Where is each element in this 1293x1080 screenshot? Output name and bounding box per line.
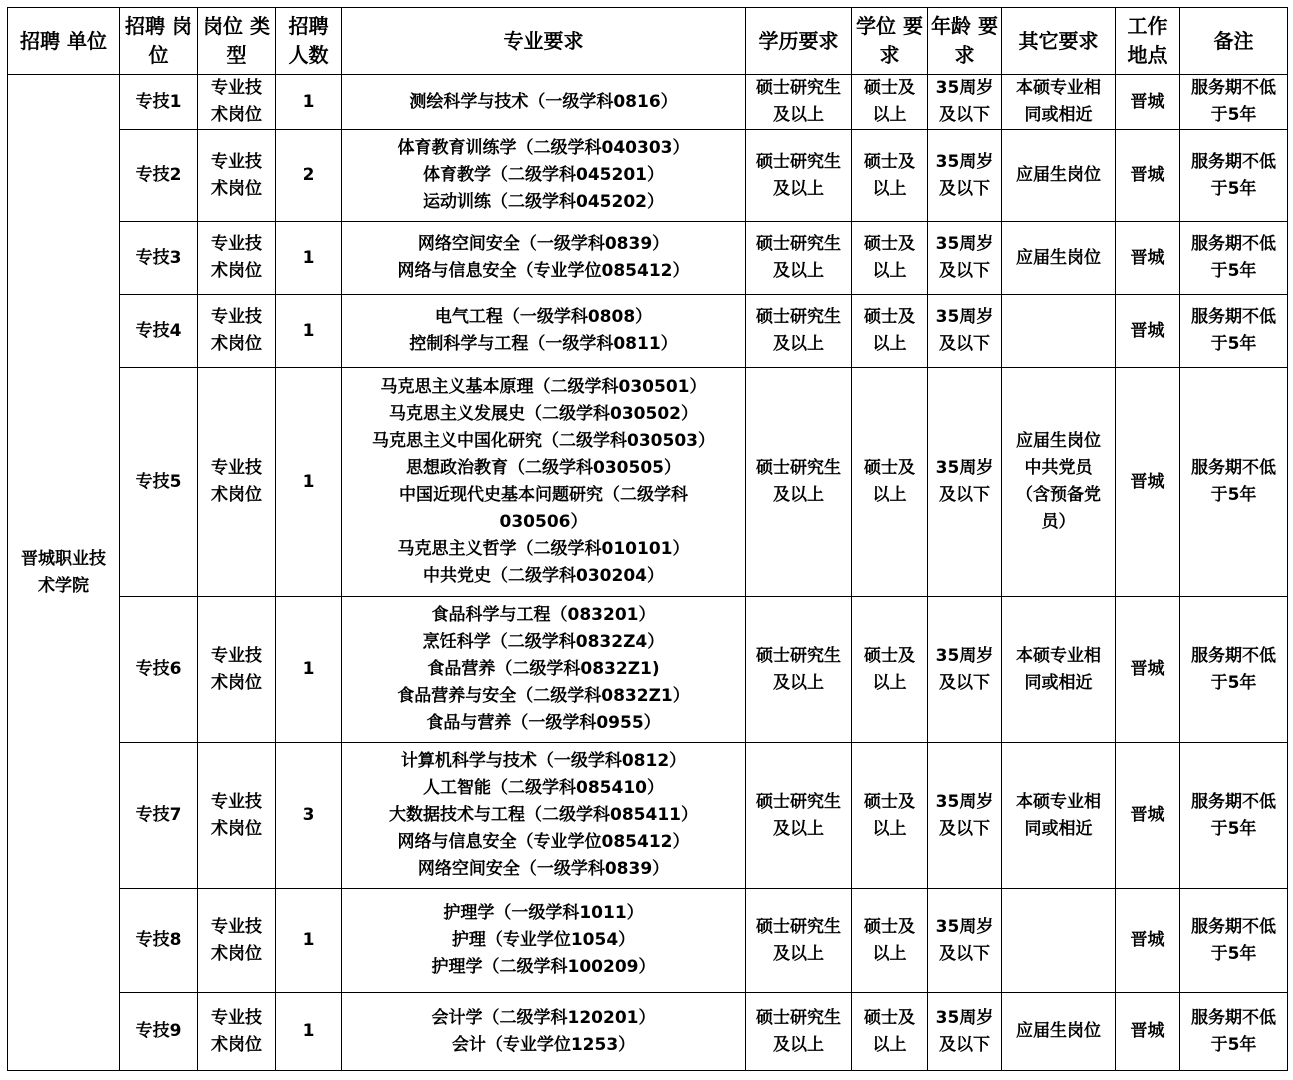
education-cell-line: 及以上 [773,105,824,125]
degree-cell-line: 以上 [872,334,907,354]
other-cell-line: 中共党员 [1024,458,1093,478]
degree-cell-line: 以上 [872,261,907,281]
type-cell-line: 专业技 [211,645,262,666]
header-row [8,8,1288,75]
remark-cell-line: 服务期不低 [1191,916,1276,937]
major-cell-line: 会计（专业学位1253） [451,1034,636,1055]
type-cell-line: 术岗位 [211,334,262,354]
post-cell: 专技4 [120,295,198,368]
age-cell-line: 及以下 [939,334,990,354]
remark-cell-line: 服务期不低 [1191,791,1276,812]
major-cell-line: 食品科学与工程（083201） [431,605,656,625]
type-cell [198,75,276,130]
age-cell-line: 35周岁 [935,1007,994,1028]
remark-cell [1180,130,1288,222]
age-cell-line: 35周岁 [935,151,994,172]
table-row [8,295,1288,368]
post-cell: 专技5 [120,368,198,597]
type-cell-line: 术岗位 [211,1034,262,1055]
type-cell [198,743,276,889]
count-cell: 3 [276,743,342,889]
other-cell [1002,993,1116,1071]
degree-cell-line: 硕士及 [864,916,915,937]
other-cell-line: 应届生岗位 [1016,165,1101,185]
type-cell-line: 专业技 [211,307,262,327]
degree-cell-line: 硕士及 [864,1007,915,1028]
other-cell [1002,130,1116,222]
major-cell-line: 网络空间安全（一级学科0839） [417,234,670,254]
education-cell [746,75,852,130]
remark-cell-line: 服务期不低 [1191,151,1276,172]
major-cell-line: 马克思主义中国化研究（二级学科030503） [372,431,715,451]
location-cell: 晋城 [1116,889,1180,993]
age-cell-line: 及以下 [939,1034,990,1055]
age-cell-line: 及以下 [939,485,990,505]
type-cell [198,368,276,597]
other-cell-line: 应届生岗位 [1016,431,1101,451]
age-cell [928,75,1002,130]
location-cell: 晋城 [1116,368,1180,597]
remark-cell [1180,743,1288,889]
remark-cell [1180,222,1288,295]
degree-cell [852,597,928,743]
other-cell [1002,889,1116,993]
other-cell-line: 同或相近 [1024,672,1093,693]
header-count: 招聘 人数 [276,8,342,75]
education-cell-line: 及以上 [773,485,824,505]
major-cell-line: 运动训练（二级学科045202） [423,192,664,212]
other-cell-line: 应届生岗位 [1016,1021,1101,1041]
type-cell-line: 专业技 [211,78,262,98]
major-cell [342,75,746,130]
education-cell-line: 硕士研究生 [756,791,841,812]
header-education: 学历要求 [746,8,852,75]
major-cell-line: 马克思主义基本原理（二级学科030501） [380,377,707,397]
age-cell-line: 35周岁 [935,307,994,327]
degree-cell-line: 以上 [872,485,907,505]
education-cell [746,993,852,1071]
age-cell [928,130,1002,222]
age-cell-line: 35周岁 [935,234,994,254]
major-cell-line: 马克思主义发展史（二级学科030502） [389,404,698,424]
remark-cell [1180,295,1288,368]
degree-cell-line: 以上 [872,672,907,693]
degree-cell-line: 硕士及 [864,151,915,172]
education-cell-line: 及以上 [773,818,824,839]
major-cell [342,743,746,889]
type-cell-line: 术岗位 [211,672,262,693]
table-row [8,993,1288,1071]
remark-cell [1180,75,1288,130]
degree-cell [852,222,928,295]
other-cell-line: 同或相近 [1024,105,1093,125]
table-row [8,130,1288,222]
major-cell-line: 护理学（一级学科1011） [443,903,644,923]
remark-cell-line: 于5年 [1210,943,1257,964]
major-cell [342,368,746,597]
location-cell: 晋城 [1116,597,1180,743]
other-cell-line: 本硕专业相 [1016,78,1101,98]
header-degree: 学位 要求 [852,8,928,75]
age-cell [928,743,1002,889]
age-cell-line: 及以下 [939,105,990,125]
unit-cell [8,75,120,1071]
type-cell [198,597,276,743]
unit-cell-line: 术学院 [38,575,89,596]
remark-cell-line: 服务期不低 [1191,645,1276,666]
major-cell-line: 网络空间安全（一级学科0839） [417,859,670,879]
other-cell [1002,368,1116,597]
post-cell: 专技2 [120,130,198,222]
major-cell-line: 中共党史（二级学科030204） [423,566,664,586]
major-cell-line: 控制科学与工程（一级学科0811） [409,334,678,354]
count-cell: 1 [276,295,342,368]
table-row [8,75,1288,130]
age-cell-line: 及以下 [939,943,990,964]
major-cell-line: 护理（专业学位1054） [451,930,636,950]
age-cell [928,295,1002,368]
remark-cell-line: 于5年 [1210,334,1257,354]
remark-cell-line: 于5年 [1210,105,1257,125]
age-cell-line: 35周岁 [935,791,994,812]
education-cell-line: 硕士研究生 [756,645,841,666]
remark-cell-line: 服务期不低 [1191,307,1276,327]
degree-cell [852,130,928,222]
remark-cell [1180,889,1288,993]
age-cell [928,889,1002,993]
major-cell-line: 食品与营养（一级学科0955） [426,713,661,733]
table-row [8,743,1288,889]
type-cell-line: 专业技 [211,791,262,812]
type-cell-line: 术岗位 [211,485,262,505]
location-cell: 晋城 [1116,75,1180,130]
education-cell-line: 硕士研究生 [756,916,841,937]
major-cell-line: 网络与信息安全（专业学位085412） [397,832,690,852]
age-cell [928,222,1002,295]
degree-cell-line: 以上 [872,818,907,839]
count-cell: 2 [276,130,342,222]
type-cell-line: 专业技 [211,916,262,937]
education-cell-line: 硕士研究生 [756,151,841,172]
major-cell-line: 中国近现代史基本问题研究（二级学科 [399,485,688,505]
post-cell: 专技9 [120,993,198,1071]
type-cell-line: 术岗位 [211,943,262,964]
major-cell-line: 大数据技术与工程（二级学科085411） [389,805,698,825]
age-cell-line: 35周岁 [935,78,994,98]
degree-cell-line: 硕士及 [864,78,915,98]
header-remark: 备注 [1180,8,1288,75]
major-cell [342,295,746,368]
type-cell-line: 专业技 [211,151,262,172]
header-other: 其它要求 [1002,8,1116,75]
education-cell-line: 硕士研究生 [756,458,841,478]
unit-cell-line: 晋城职业技 [21,548,106,569]
degree-cell [852,75,928,130]
location-cell: 晋城 [1116,743,1180,889]
post-cell: 专技7 [120,743,198,889]
education-cell-line: 及以上 [773,672,824,693]
major-cell-line: 计算机科学与技术（一级学科0812） [400,751,687,771]
type-cell-line: 专业技 [211,458,262,478]
location-cell: 晋城 [1116,130,1180,222]
remark-cell-line: 服务期不低 [1191,234,1276,254]
remark-cell-line: 于5年 [1210,261,1257,281]
degree-cell [852,368,928,597]
remark-cell-line: 服务期不低 [1191,458,1276,478]
remark-cell [1180,597,1288,743]
count-cell: 1 [276,993,342,1071]
major-cell [342,130,746,222]
education-cell [746,222,852,295]
education-cell [746,597,852,743]
other-cell [1002,222,1116,295]
post-cell: 专技6 [120,597,198,743]
education-cell [746,743,852,889]
count-cell: 1 [276,597,342,743]
education-cell-line: 硕士研究生 [756,307,841,327]
count-cell: 1 [276,368,342,597]
age-cell-line: 及以下 [939,178,990,199]
location-cell: 晋城 [1116,993,1180,1071]
major-cell-line: 思想政治教育（二级学科030505） [406,458,681,478]
major-cell-line: 护理学（二级学科100209） [431,957,656,977]
major-cell [342,889,746,993]
remark-cell-line: 于5年 [1210,818,1257,839]
education-cell-line: 硕士研究生 [756,234,841,254]
header-unit: 招聘 单位 [8,8,120,75]
other-cell [1002,75,1116,130]
education-cell-line: 硕士研究生 [756,1007,841,1028]
major-cell-line: 马克思主义哲学（二级学科010101） [397,539,690,559]
degree-cell [852,743,928,889]
major-cell [342,597,746,743]
type-cell [198,889,276,993]
age-cell [928,993,1002,1071]
post-cell: 专技8 [120,889,198,993]
degree-cell [852,993,928,1071]
education-cell [746,130,852,222]
header-type: 岗位 类型 [198,8,276,75]
major-cell-line: 体育教学（二级学科045201） [423,165,664,185]
major-cell-line: 烹饪科学（二级学科0832Z4） [422,632,665,652]
type-cell-line: 术岗位 [211,105,262,125]
age-cell-line: 35周岁 [935,645,994,666]
table-row [8,368,1288,597]
table-row [8,222,1288,295]
major-cell-line: 体育教育训练学（二级学科040303） [397,138,690,158]
degree-cell-line: 以上 [872,105,907,125]
other-cell-line: 本硕专业相 [1016,791,1101,812]
other-cell-line: 同或相近 [1024,818,1093,839]
major-cell-line: 网络与信息安全（专业学位085412） [397,261,690,281]
other-cell [1002,597,1116,743]
remark-cell-line: 于5年 [1210,672,1257,693]
degree-cell-line: 以上 [872,1034,907,1055]
education-cell-line: 及以上 [773,261,824,281]
post-cell: 专技1 [120,75,198,130]
other-cell-line: 应届生岗位 [1016,247,1101,268]
age-cell-line: 35周岁 [935,916,994,937]
age-cell [928,597,1002,743]
type-cell [198,130,276,222]
education-cell [746,295,852,368]
education-cell-line: 硕士研究生 [756,78,841,98]
major-cell-line: 电气工程（一级学科0808） [434,307,653,327]
major-cell-line: 030506） [499,512,588,532]
remark-cell-line: 于5年 [1210,1034,1257,1055]
other-cell [1002,295,1116,368]
major-cell-line: 食品营养与安全（二级学科0832Z1） [397,686,690,706]
header-age: 年龄 要求 [928,8,1002,75]
remark-cell [1180,993,1288,1071]
major-cell [342,222,746,295]
education-cell [746,368,852,597]
age-cell-line: 35周岁 [935,458,994,478]
table-row [8,597,1288,743]
education-cell-line: 及以上 [773,334,824,354]
remark-cell-line: 于5年 [1210,485,1257,505]
post-cell: 专技3 [120,222,198,295]
count-cell: 1 [276,222,342,295]
degree-cell-line: 硕士及 [864,458,915,478]
header-location: 工作 地点 [1116,8,1180,75]
education-cell-line: 及以上 [773,178,824,199]
header-major: 专业要求 [342,8,746,75]
age-cell-line: 及以下 [939,672,990,693]
education-cell-line: 及以上 [773,943,824,964]
degree-cell-line: 硕士及 [864,234,915,254]
count-cell: 1 [276,889,342,993]
age-cell-line: 及以下 [939,261,990,281]
header-post: 招聘 岗位 [120,8,198,75]
major-cell [342,993,746,1071]
major-cell-line: 会计学（二级学科120201） [431,1007,656,1028]
degree-cell-line: 硕士及 [864,791,915,812]
type-cell-line: 术岗位 [211,178,262,199]
type-cell-line: 专业技 [211,234,262,254]
degree-cell-line: 以上 [872,943,907,964]
location-cell: 晋城 [1116,295,1180,368]
location-cell: 晋城 [1116,222,1180,295]
education-cell-line: 及以上 [773,1034,824,1055]
count-cell: 1 [276,75,342,130]
type-cell-line: 术岗位 [211,261,262,281]
other-cell-line: 本硕专业相 [1016,645,1101,666]
age-cell-line: 及以下 [939,818,990,839]
major-cell-line: 人工智能（二级学科085410） [423,778,664,798]
type-cell [198,993,276,1071]
education-cell [746,889,852,993]
other-cell [1002,743,1116,889]
type-cell [198,295,276,368]
age-cell [928,368,1002,597]
type-cell-line: 术岗位 [211,818,262,839]
degree-cell-line: 以上 [872,178,907,199]
degree-cell [852,889,928,993]
major-cell-line: 食品营养（二级学科0832Z1) [427,659,660,679]
remark-cell-line: 服务期不低 [1191,78,1276,98]
type-cell-line: 专业技 [211,1007,262,1028]
other-cell-line: （含预备党 [1016,485,1101,505]
degree-cell-line: 硕士及 [864,645,915,666]
table-row [8,889,1288,993]
degree-cell-line: 硕士及 [864,307,915,327]
remark-cell-line: 于5年 [1210,178,1257,199]
recruitment-table [7,7,1288,1071]
degree-cell [852,295,928,368]
type-cell [198,222,276,295]
remark-cell-line: 服务期不低 [1191,1007,1276,1028]
major-cell-line: 测绘科学与技术（一级学科0816） [409,91,678,112]
other-cell-line: 员） [1041,512,1076,532]
remark-cell [1180,368,1288,597]
